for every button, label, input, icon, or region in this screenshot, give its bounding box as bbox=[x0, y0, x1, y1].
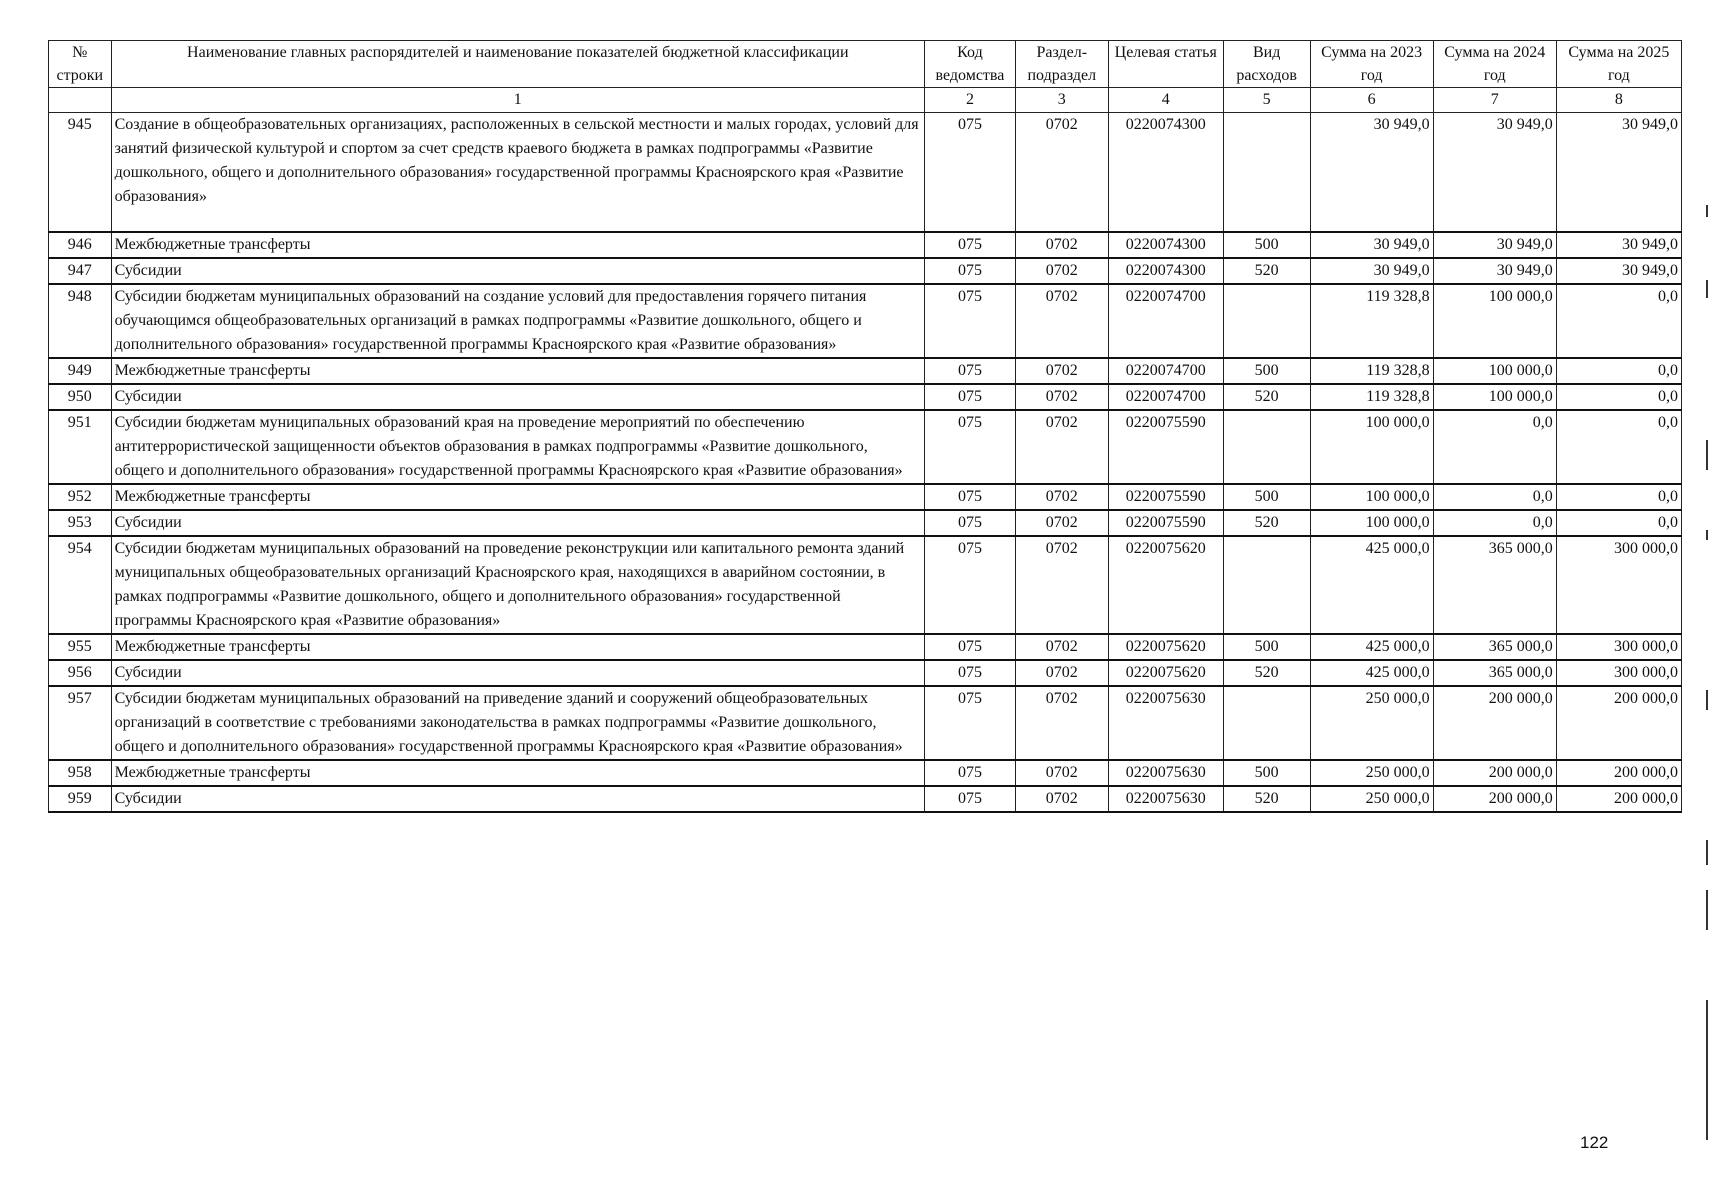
table-row bbox=[49, 410, 1682, 484]
department-code-cell: 075 bbox=[925, 634, 1016, 660]
table-row bbox=[49, 786, 1682, 812]
sum-2025-cell: 300 000,0 bbox=[1556, 536, 1681, 634]
section-code-cell: 0702 bbox=[1015, 384, 1108, 410]
header-sum-2024: Сумма на 2024 год bbox=[1433, 41, 1556, 88]
sum-2025-cell: 200 000,0 bbox=[1556, 686, 1681, 760]
department-code-cell: 075 bbox=[925, 786, 1016, 812]
scan-edge-mark bbox=[1706, 205, 1708, 217]
department-code-cell: 075 bbox=[925, 660, 1016, 686]
table-row bbox=[49, 686, 1682, 760]
sum-2023-cell: 100 000,0 bbox=[1310, 510, 1433, 536]
target-article-cell: 0220075620 bbox=[1108, 536, 1223, 634]
department-code-cell: 075 bbox=[925, 113, 1016, 233]
target-article-cell: 0220075590 bbox=[1108, 510, 1223, 536]
scan-edge-mark bbox=[1706, 890, 1708, 930]
expense-type-cell: 520 bbox=[1223, 660, 1310, 686]
column-number: 8 bbox=[1556, 88, 1681, 113]
department-code-cell: 075 bbox=[925, 536, 1016, 634]
table-row bbox=[49, 258, 1682, 284]
sum-2023-cell: 250 000,0 bbox=[1310, 760, 1433, 786]
target-article-cell: 0220074700 bbox=[1108, 384, 1223, 410]
scan-edge-mark bbox=[1706, 530, 1708, 540]
department-code-cell: 075 bbox=[925, 284, 1016, 358]
table-row bbox=[49, 510, 1682, 536]
row-number-cell: 947 bbox=[49, 258, 112, 284]
target-article-cell: 0220074300 bbox=[1108, 258, 1223, 284]
scan-edge-mark bbox=[1706, 1000, 1708, 1140]
target-article-cell: 0220075590 bbox=[1108, 410, 1223, 484]
sum-2024-cell: 365 000,0 bbox=[1433, 660, 1556, 686]
header-target-article: Целевая статья bbox=[1108, 41, 1223, 88]
department-code-cell: 075 bbox=[925, 232, 1016, 258]
sum-2024-cell: 100 000,0 bbox=[1433, 384, 1556, 410]
item-name-cell: Субсидии бюджетам муниципальных образований на проведение реконструкции или капитального ремонта зданий муниципальных общеобразовательных организаций Красноярского края, находящихся в аварийном состоянии, в рамках подпрограммы «Развитие дошкольного, общего и дополнительного образования» государственной программы Красноярского края «Развитие образования» bbox=[111, 536, 924, 634]
header-department-code: Код ведомства bbox=[925, 41, 1016, 88]
target-article-cell: 0220075630 bbox=[1108, 786, 1223, 812]
table-row bbox=[49, 484, 1682, 510]
department-code-cell: 075 bbox=[925, 358, 1016, 384]
department-code-cell: 075 bbox=[925, 686, 1016, 760]
target-article-cell: 0220074300 bbox=[1108, 113, 1223, 233]
sum-2024-cell: 0,0 bbox=[1433, 484, 1556, 510]
expense-type-cell bbox=[1223, 113, 1310, 233]
sum-2025-cell: 0,0 bbox=[1556, 358, 1681, 384]
sum-2023-cell: 119 328,8 bbox=[1310, 284, 1433, 358]
expense-type-cell: 500 bbox=[1223, 634, 1310, 660]
page-number: 122 bbox=[1580, 1133, 1609, 1152]
sum-2023-cell: 250 000,0 bbox=[1310, 686, 1433, 760]
column-number: 5 bbox=[1223, 88, 1310, 113]
row-number-cell: 954 bbox=[49, 536, 112, 634]
department-code-cell: 075 bbox=[925, 510, 1016, 536]
column-number: 2 bbox=[925, 88, 1016, 113]
item-name-cell: Межбюджетные трансферты bbox=[111, 358, 924, 384]
table-row bbox=[49, 634, 1682, 660]
section-code-cell: 0702 bbox=[1015, 113, 1108, 233]
header-row bbox=[49, 41, 1682, 88]
sum-2024-cell: 365 000,0 bbox=[1433, 536, 1556, 634]
column-number: 6 bbox=[1310, 88, 1433, 113]
sum-2023-cell: 30 949,0 bbox=[1310, 258, 1433, 284]
expense-type-cell: 500 bbox=[1223, 232, 1310, 258]
sum-2024-cell: 30 949,0 bbox=[1433, 113, 1556, 233]
target-article-cell: 0220075620 bbox=[1108, 634, 1223, 660]
expense-type-cell: 520 bbox=[1223, 786, 1310, 812]
header-sum-2025: Сумма на 2025 год bbox=[1556, 41, 1681, 88]
header-row-number: № строки bbox=[49, 41, 112, 88]
table-row bbox=[49, 384, 1682, 410]
expense-type-cell: 500 bbox=[1223, 484, 1310, 510]
sum-2023-cell: 250 000,0 bbox=[1310, 786, 1433, 812]
column-number: 1 bbox=[111, 88, 924, 113]
section-code-cell: 0702 bbox=[1015, 786, 1108, 812]
target-article-cell: 0220074300 bbox=[1108, 232, 1223, 258]
sum-2024-cell: 200 000,0 bbox=[1433, 786, 1556, 812]
table-row bbox=[49, 358, 1682, 384]
row-number-cell: 956 bbox=[49, 660, 112, 686]
scan-edge-mark bbox=[1706, 280, 1708, 298]
sum-2024-cell: 100 000,0 bbox=[1433, 358, 1556, 384]
section-code-cell: 0702 bbox=[1015, 232, 1108, 258]
section-code-cell: 0702 bbox=[1015, 760, 1108, 786]
sum-2025-cell: 200 000,0 bbox=[1556, 760, 1681, 786]
expense-type-cell: 500 bbox=[1223, 358, 1310, 384]
department-code-cell: 075 bbox=[925, 258, 1016, 284]
expense-type-cell: 500 bbox=[1223, 760, 1310, 786]
section-code-cell: 0702 bbox=[1015, 686, 1108, 760]
table-row bbox=[49, 113, 1682, 233]
row-number-cell: 951 bbox=[49, 410, 112, 484]
sum-2024-cell: 365 000,0 bbox=[1433, 634, 1556, 660]
sum-2024-cell: 200 000,0 bbox=[1433, 686, 1556, 760]
row-number-cell: 952 bbox=[49, 484, 112, 510]
column-number: 4 bbox=[1108, 88, 1223, 113]
sum-2023-cell: 30 949,0 bbox=[1310, 113, 1433, 233]
sum-2023-cell: 100 000,0 bbox=[1310, 484, 1433, 510]
sum-2024-cell: 30 949,0 bbox=[1433, 232, 1556, 258]
item-name-cell: Субсидии бюджетам муниципальных образований на приведение зданий и сооружений общеобразовательных организаций в соответствие с требованиями законодательства в рамках подпрограммы «Развитие дошкольного, общего и дополнительного образования» государственной программы Красноярского края «Развитие образования» bbox=[111, 686, 924, 760]
sum-2023-cell: 30 949,0 bbox=[1310, 232, 1433, 258]
expense-type-cell: 520 bbox=[1223, 258, 1310, 284]
section-code-cell: 0702 bbox=[1015, 660, 1108, 686]
sum-2025-cell: 200 000,0 bbox=[1556, 786, 1681, 812]
scan-edge-mark bbox=[1706, 840, 1708, 865]
section-code-cell: 0702 bbox=[1015, 484, 1108, 510]
table-row bbox=[49, 284, 1682, 358]
section-code-cell: 0702 bbox=[1015, 410, 1108, 484]
expense-type-cell bbox=[1223, 686, 1310, 760]
section-code-cell: 0702 bbox=[1015, 358, 1108, 384]
row-number-cell: 955 bbox=[49, 634, 112, 660]
expense-type-cell: 520 bbox=[1223, 384, 1310, 410]
target-article-cell: 0220074700 bbox=[1108, 284, 1223, 358]
expense-type-cell bbox=[1223, 284, 1310, 358]
item-name-cell: Создание в общеобразовательных организациях, расположенных в сельской местности и малых городах, условий для занятий физической культурой и спортом за счет средств краевого бюджета в рамках подпрограммы «Развитие дошкольного, общего и дополнительного образования» государственной программы Красноярского края «Развитие образования» bbox=[111, 113, 924, 233]
row-number-cell: 953 bbox=[49, 510, 112, 536]
sum-2025-cell: 30 949,0 bbox=[1556, 113, 1681, 233]
table-row bbox=[49, 660, 1682, 686]
sum-2023-cell: 119 328,8 bbox=[1310, 358, 1433, 384]
item-name-cell: Субсидии bbox=[111, 384, 924, 410]
header-sum-2023: Сумма на 2023 год bbox=[1310, 41, 1433, 88]
sum-2023-cell: 425 000,0 bbox=[1310, 634, 1433, 660]
column-number: 7 bbox=[1433, 88, 1556, 113]
row-number-cell: 945 bbox=[49, 113, 112, 233]
sum-2025-cell: 0,0 bbox=[1556, 510, 1681, 536]
row-number-cell: 959 bbox=[49, 786, 112, 812]
header-section: Раздел-подраздел bbox=[1015, 41, 1108, 88]
expense-type-cell: 520 bbox=[1223, 510, 1310, 536]
item-name-cell: Межбюджетные трансферты bbox=[111, 634, 924, 660]
item-name-cell: Межбюджетные трансферты bbox=[111, 760, 924, 786]
sum-2024-cell: 0,0 bbox=[1433, 510, 1556, 536]
sum-2025-cell: 300 000,0 bbox=[1556, 660, 1681, 686]
section-code-cell: 0702 bbox=[1015, 258, 1108, 284]
sum-2025-cell: 0,0 bbox=[1556, 410, 1681, 484]
section-code-cell: 0702 bbox=[1015, 510, 1108, 536]
column-number bbox=[49, 88, 112, 113]
sum-2024-cell: 200 000,0 bbox=[1433, 760, 1556, 786]
column-numbers-row bbox=[49, 88, 1682, 113]
item-name-cell: Субсидии bbox=[111, 786, 924, 812]
budget-table bbox=[48, 40, 1682, 813]
sum-2025-cell: 30 949,0 bbox=[1556, 232, 1681, 258]
item-name-cell: Субсидии bbox=[111, 258, 924, 284]
item-name-cell: Межбюджетные трансферты bbox=[111, 232, 924, 258]
sum-2023-cell: 425 000,0 bbox=[1310, 536, 1433, 634]
sum-2025-cell: 0,0 bbox=[1556, 384, 1681, 410]
department-code-cell: 075 bbox=[925, 410, 1016, 484]
item-name-cell: Субсидии bbox=[111, 660, 924, 686]
sum-2024-cell: 0,0 bbox=[1433, 410, 1556, 484]
item-name-cell: Субсидии bbox=[111, 510, 924, 536]
header-name: Наименование главных распорядителей и наименование показателей бюджетной классификации bbox=[111, 41, 924, 88]
expense-type-cell bbox=[1223, 536, 1310, 634]
target-article-cell: 0220075590 bbox=[1108, 484, 1223, 510]
item-name-cell: Субсидии бюджетам муниципальных образований края на проведение мероприятий по обеспечению антитеррористической защищенности объектов образования в рамках подпрограммы «Развитие дошкольного, общего и дополнительного образования» государственной программы Красноярского края «Развитие образования» bbox=[111, 410, 924, 484]
sum-2025-cell: 0,0 bbox=[1556, 484, 1681, 510]
item-name-cell: Межбюджетные трансферты bbox=[111, 484, 924, 510]
row-number-cell: 948 bbox=[49, 284, 112, 358]
department-code-cell: 075 bbox=[925, 384, 1016, 410]
scan-edge-mark bbox=[1706, 690, 1708, 710]
table-row bbox=[49, 760, 1682, 786]
column-number: 3 bbox=[1015, 88, 1108, 113]
item-name-cell: Субсидии бюджетам муниципальных образований на создание условий для предоставления горячего питания обучающимся общеобразовательных организаций в рамках подпрограммы «Развитие дошкольного, общего и дополнительного образования» государственной программы Красноярского края «Развитие образования» bbox=[111, 284, 924, 358]
row-number-cell: 946 bbox=[49, 232, 112, 258]
target-article-cell: 0220075620 bbox=[1108, 660, 1223, 686]
sum-2025-cell: 0,0 bbox=[1556, 284, 1681, 358]
expense-type-cell bbox=[1223, 410, 1310, 484]
sum-2023-cell: 425 000,0 bbox=[1310, 660, 1433, 686]
department-code-cell: 075 bbox=[925, 484, 1016, 510]
target-article-cell: 0220075630 bbox=[1108, 760, 1223, 786]
sum-2025-cell: 300 000,0 bbox=[1556, 634, 1681, 660]
department-code-cell: 075 bbox=[925, 760, 1016, 786]
section-code-cell: 0702 bbox=[1015, 284, 1108, 358]
row-number-cell: 958 bbox=[49, 760, 112, 786]
table-row bbox=[49, 536, 1682, 634]
row-number-cell: 957 bbox=[49, 686, 112, 760]
header-expense-type: Вид расходов bbox=[1223, 41, 1310, 88]
sum-2025-cell: 30 949,0 bbox=[1556, 258, 1681, 284]
sum-2024-cell: 100 000,0 bbox=[1433, 284, 1556, 358]
section-code-cell: 0702 bbox=[1015, 536, 1108, 634]
sum-2024-cell: 30 949,0 bbox=[1433, 258, 1556, 284]
scan-edge-mark bbox=[1706, 440, 1708, 470]
target-article-cell: 0220075630 bbox=[1108, 686, 1223, 760]
sum-2023-cell: 100 000,0 bbox=[1310, 410, 1433, 484]
row-number-cell: 950 bbox=[49, 384, 112, 410]
sum-2023-cell: 119 328,8 bbox=[1310, 384, 1433, 410]
table-row bbox=[49, 232, 1682, 258]
section-code-cell: 0702 bbox=[1015, 634, 1108, 660]
row-number-cell: 949 bbox=[49, 358, 112, 384]
target-article-cell: 0220074700 bbox=[1108, 358, 1223, 384]
